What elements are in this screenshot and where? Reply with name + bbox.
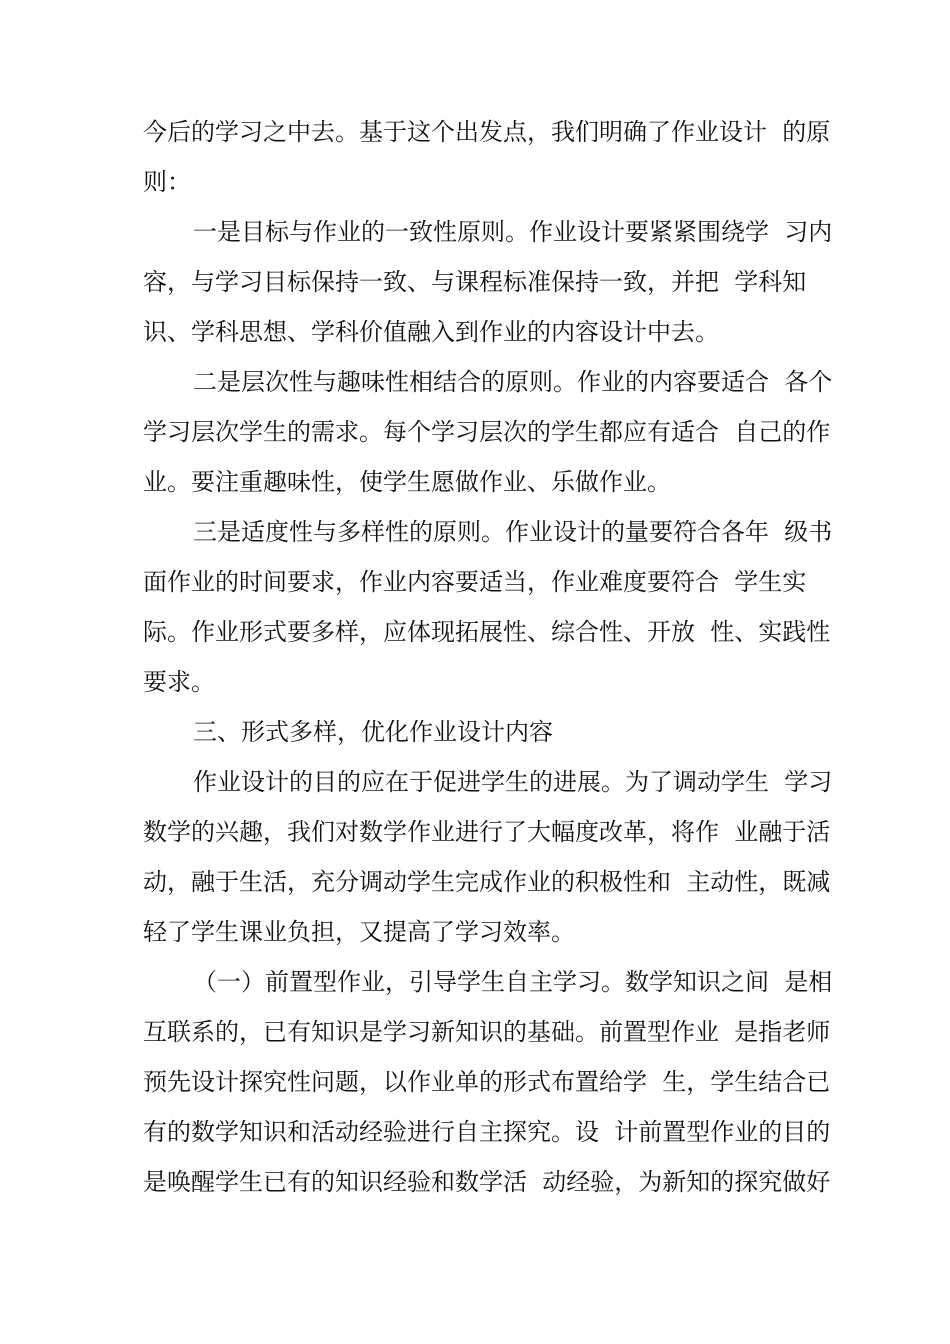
text-line-14: 作业设计的目的应在于促进学生的进展。为了调动学生 学习 (193, 768, 833, 796)
text-line-16: 动，融于生活，充分调动学生完成作业的积极性和 主动性，既减 (143, 868, 831, 896)
text-line-4: 容，与学习目标保持一致、与课程标准保持一致，并把 学科知 (143, 268, 807, 296)
text-line-20: 预先设计探究性问题，以作业单的形式布置给学 生，学生结合已 (143, 1068, 831, 1096)
text-line-12: 要求。 (143, 668, 215, 696)
text-line-2: 则： (143, 168, 191, 196)
text-line-22: 是唤醒学生已有的知识经验和数学活 动经验，为新知的探究做好 (143, 1168, 831, 1196)
text-line-9: 三是适度性与多样性的原则。作业设计的量要符合各年 级书 (193, 518, 833, 546)
section-heading: 三、形式多样，优化作业设计内容 (193, 718, 553, 746)
text-line-19: 互联系的，已有知识是学习新知识的基础。前置型作业 是指老师 (143, 1018, 831, 1046)
text-line-3: 一是目标与作业的一致性原则。作业设计要紧紧围绕学 习内 (193, 218, 833, 246)
text-line-7: 学习层次学生的需求。每个学习层次的学生都应有适合 自己的作 (143, 418, 831, 446)
text-line-8: 业。要注重趣味性，使学生愿做作业、乐做作业。 (143, 468, 671, 496)
text-line-21: 有的数学知识和活动经验进行自主探究。设 计前置型作业的目的 (143, 1118, 831, 1146)
text-line-6: 二是层次性与趣味性相结合的原则。作业的内容要适合 各个 (193, 368, 833, 396)
text-line-11: 际。作业形式要多样，应体现拓展性、综合性、开放 性、实践性 (143, 618, 831, 646)
text-line-1: 今后的学习之中去。基于这个出发点，我们明确了作业设计 的原 (143, 118, 831, 146)
text-line-5: 识、学科思想、学科价值融入到作业的内容设计中去。 (143, 318, 719, 346)
text-line-18: （一）前置型作业，引导学生自主学习。数学知识之间 是相 (193, 968, 833, 996)
text-line-10: 面作业的时间要求，作业内容要适当，作业难度要符合 学生实 (143, 568, 807, 596)
text-line-17: 轻了学生课业负担，又提高了学习效率。 (143, 918, 575, 946)
text-line-15: 数学的兴趣，我们对数学作业进行了大幅度改革，将作 业融于活 (143, 818, 831, 846)
